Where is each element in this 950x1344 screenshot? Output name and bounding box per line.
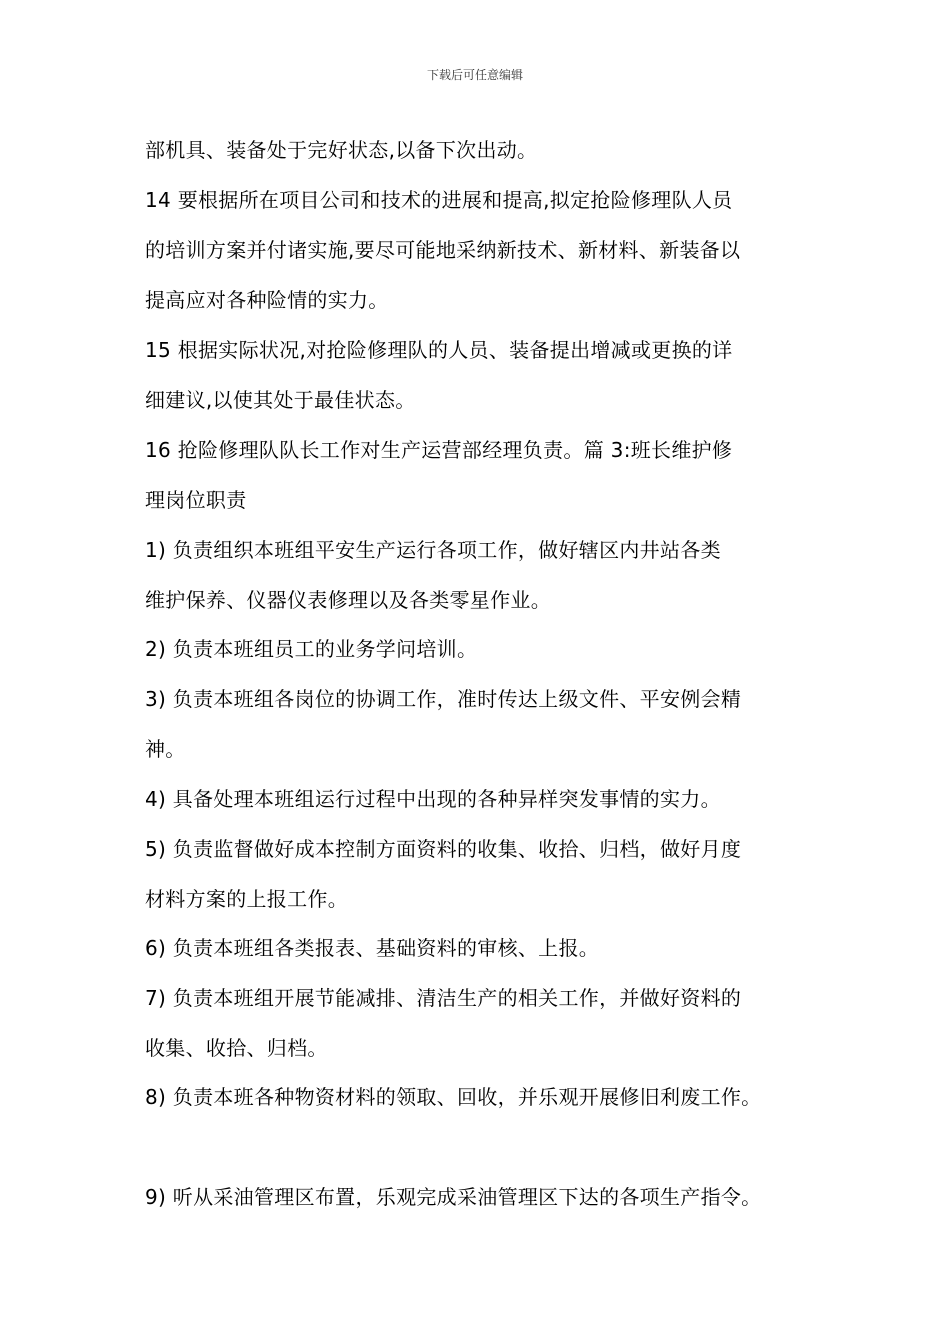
text-line: 细建议,以使其处于最佳状态。 <box>145 388 416 412</box>
text-line: 6) 负责本班组各类报表、基础资料的审核、上报。 <box>145 936 600 960</box>
text-line: 2) 负责本班组员工的业务学问培训。 <box>145 637 478 661</box>
text-line: 1) 负责组织本班组平安生产运行各项工作，做好辖区内井站各类 <box>145 538 721 562</box>
text-line: 16 抢险修理队队长工作对生产运营部经理负责。篇 3:班长维护修 <box>145 438 733 462</box>
page-header: 下载后可任意编辑 <box>426 68 523 82</box>
text-line: 15 根据实际状况,对抢险修理队的人员、装备提出增减或更换的详 <box>145 338 733 362</box>
text-line: 收集、收拾、归档。 <box>145 1036 328 1060</box>
text-line: 部机具、装备处于完好状态,以备下次出动。 <box>145 138 538 162</box>
text-line: 维护保养、仪器仪表修理以及各类零星作业。 <box>145 588 551 612</box>
text-line: 8) 负责本班各种物资材料的领取、回收，并乐观开展修旧利废工作。 <box>145 1085 762 1109</box>
text-line: 5) 负责监督做好成本控制方面资料的收集、收拾、归档，做好月度 <box>145 837 742 861</box>
text-line: 7) 负责本班组开展节能减排、清洁生产的相关工作，并做好资料的 <box>145 986 742 1010</box>
text-line: 3) 负责本班组各岗位的协调工作，准时传达上级文件、平安例会精 <box>145 687 742 711</box>
text-line: 提高应对各种险情的实力。 <box>145 288 389 312</box>
text-line: 9) 听从采油管理区布置，乐观完成采油管理区下达的各项生产指令。 <box>145 1185 762 1209</box>
text-line: 材料方案的上报工作。 <box>145 887 348 911</box>
text-line: 理岗位职责 <box>145 488 247 512</box>
text-line: 4) 具备处理本班组运行过程中出现的各种异样突发事情的实力。 <box>145 787 721 811</box>
text-line: 14 要根据所在项目公司和技术的进展和提高,拟定抢险修理队人员 <box>145 188 733 212</box>
text-line: 神。 <box>145 737 186 761</box>
text-line: 的培训方案并付诸实施,要尽可能地采纳新技术、新材料、新装备以 <box>145 238 741 262</box>
